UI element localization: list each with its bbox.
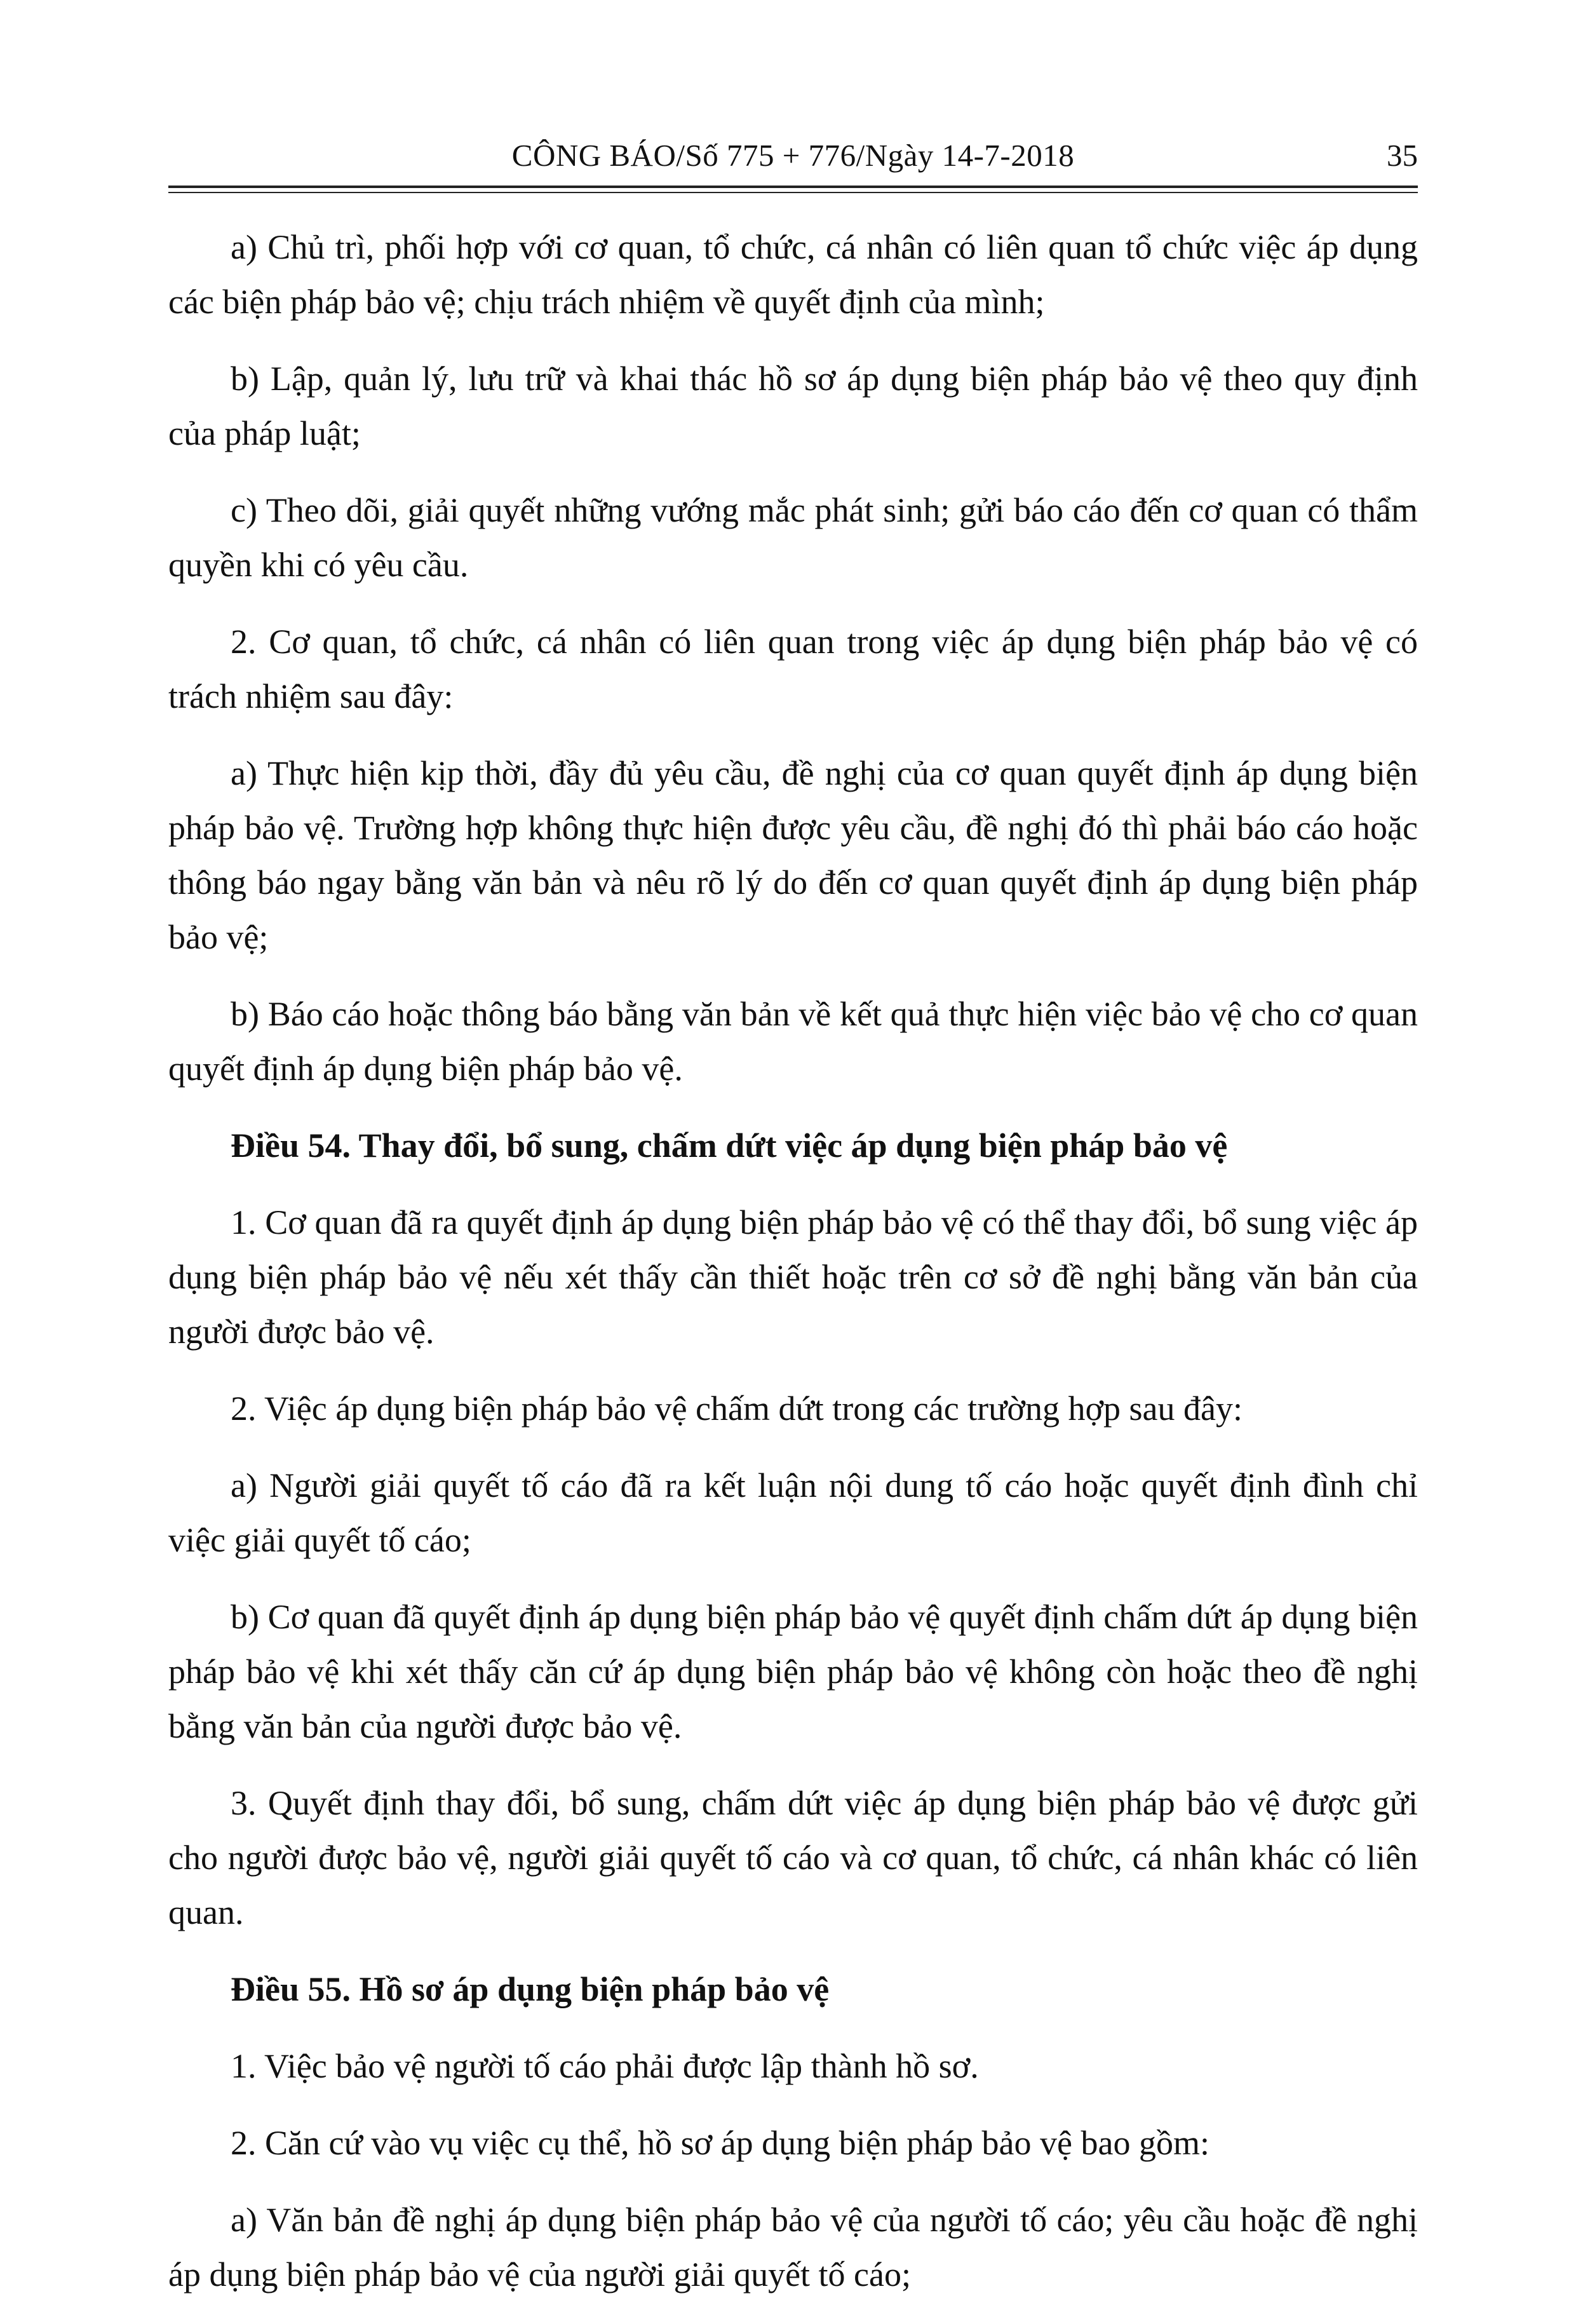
paragraph: b) Báo cáo hoặc thông báo bằng văn bản về kết quả thực hiện việc bảo vệ cho cơ quan quyết định áp dụng biện pháp bảo vệ.: [168, 995, 1418, 1088]
page-number: 35: [1387, 138, 1418, 173]
paragraph: b) Lập, quản lý, lưu trữ và khai thác hồ sơ áp dụng biện pháp bảo vệ theo quy định của pháp luật;: [168, 360, 1418, 452]
paragraph: b) Cơ quan đã quyết định áp dụng biện pháp bảo vệ quyết định chấm dứt áp dụng biện pháp bảo vệ khi xét thấy căn cứ áp dụng biện pháp bảo vệ không còn hoặc theo đề nghị bằng văn bản của người được bảo vệ.: [168, 1598, 1418, 1745]
paragraph: c) Theo dõi, giải quyết những vướng mắc phát sinh; gửi báo cáo đến cơ quan có thẩm quyền khi có yêu cầu.: [168, 491, 1418, 584]
paragraph: a) Chủ trì, phối hợp với cơ quan, tổ chức, cá nhân có liên quan tổ chức việc áp dụng các biện pháp bảo vệ; chịu trách nhiệm về quyết định của mình;: [168, 228, 1418, 321]
paragraph: a) Thực hiện kịp thời, đầy đủ yêu cầu, đề nghị của cơ quan quyết định áp dụng biện pháp bảo vệ. Trường hợp không thực hiện được yêu cầu, đề nghị đó thì phải báo cáo hoặc thông báo ngay bằng văn bản và nêu rõ lý do đến cơ quan quyết định áp dụng biện pháp bảo vệ;: [168, 754, 1418, 956]
document-body: [168, 220, 1418, 2324]
paragraph: 1. Cơ quan đã ra quyết định áp dụng biện pháp bảo vệ có thể thay đổi, bổ sung việc áp dụng biện pháp bảo vệ nếu xét thấy cần thiết hoặc trên cơ sở đề nghị bằng văn bản của người được bảo vệ.: [168, 1203, 1418, 1351]
page-header: [168, 130, 1418, 181]
paragraph: 2. Cơ quan, tổ chức, cá nhân có liên quan trong việc áp dụng biện pháp bảo vệ có trách nhiệm sau đây:: [168, 623, 1418, 715]
article-heading: Điều 55. Hồ sơ áp dụng biện pháp bảo vệ: [231, 1970, 830, 2008]
paragraph: 2. Việc áp dụng biện pháp bảo vệ chấm dứt trong các trường hợp sau đây:: [231, 1389, 1243, 1428]
paragraph: a) Văn bản đề nghị áp dụng biện pháp bảo vệ của người tố cáo; yêu cầu hoặc đề nghị áp dụng biện pháp bảo vệ của người giải quyết tố cáo;: [168, 2201, 1418, 2294]
header-rule-thick: [168, 186, 1418, 188]
paragraph: 1. Việc bảo vệ người tố cáo phải được lập thành hồ sơ.: [231, 2047, 979, 2085]
header-title: CÔNG BÁO/Số 775 + 776/Ngày 14-7-2018: [511, 138, 1075, 173]
paragraph: 2. Căn cứ vào vụ việc cụ thể, hồ sơ áp dụng biện pháp bảo vệ bao gồm:: [231, 2124, 1209, 2162]
article-heading: Điều 54. Thay đổi, bổ sung, chấm dứt việc áp dụng biện pháp bảo vệ: [231, 1126, 1228, 1165]
paragraph: a) Người giải quyết tố cáo đã ra kết luận nội dung tố cáo hoặc quyết định đình chỉ việc giải quyết tố cáo;: [168, 1466, 1418, 1559]
paragraph: 3. Quyết định thay đổi, bổ sung, chấm dứt việc áp dụng biện pháp bảo vệ được gửi cho người được bảo vệ, người giải quyết tố cáo và cơ quan, tổ chức, cá nhân khác có liên quan.: [168, 1784, 1418, 1931]
header-rule-thin: [168, 192, 1418, 193]
